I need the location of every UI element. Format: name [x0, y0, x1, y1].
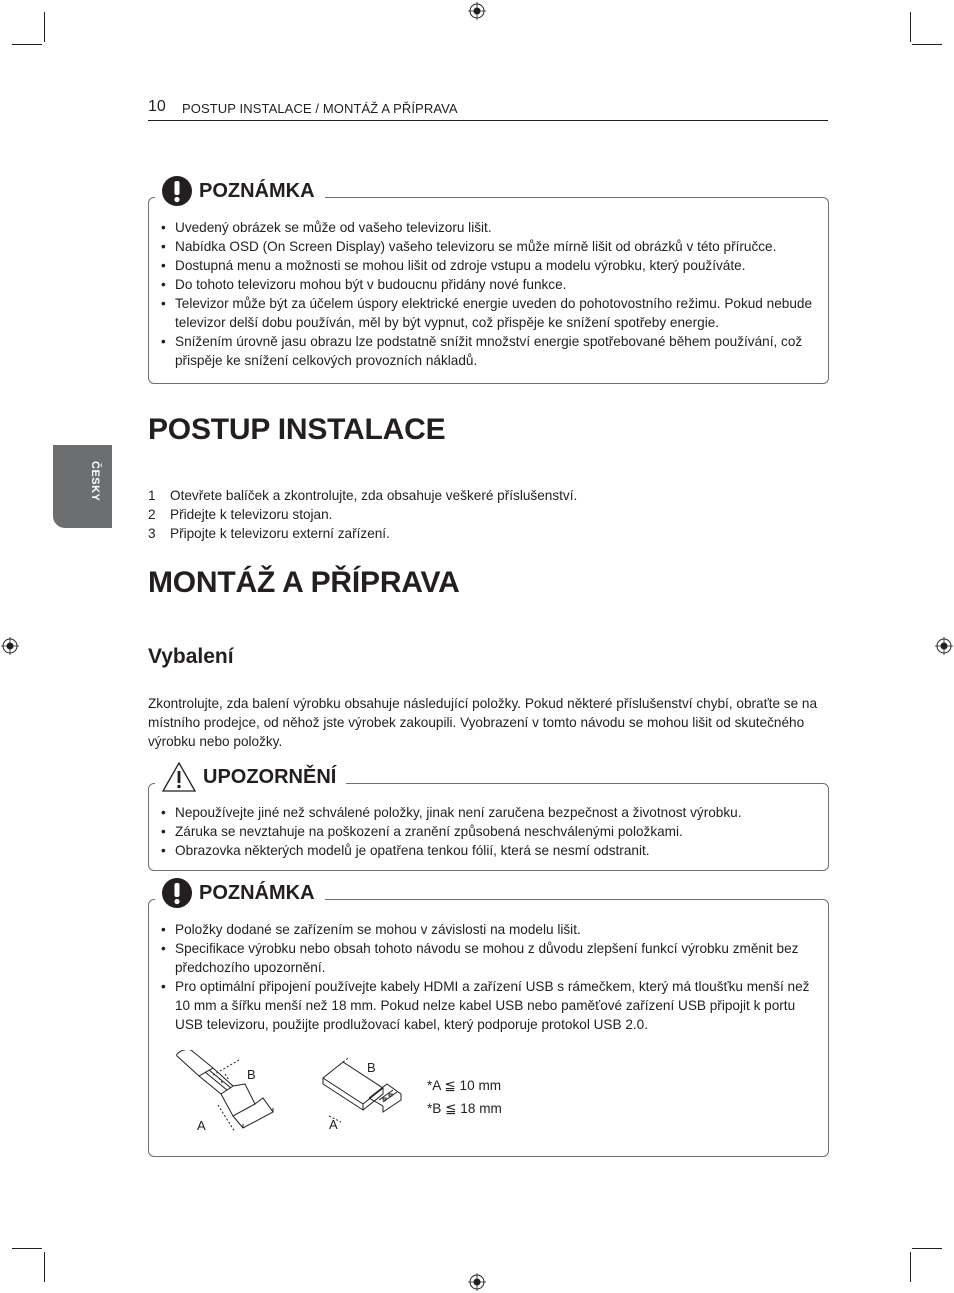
page-number: 10 [148, 98, 166, 115]
list-item: • Do tohoto televizoru mohou být v budoucnu přidány nové funkce. [161, 275, 816, 294]
registration-mark-icon [468, 1273, 486, 1291]
list-item: • Televizor může být za účelem úspory elektrické energie uveden do pohotovostního režimu. Pokud nebude televizor delší dobu používán, měl by být vypnut, což přispěje ke snížení spotřeby energie. [161, 294, 816, 332]
list-item: • Obrazovka některých modelů je opatřena tenkou fólií, která se nesmí odstranit. [161, 841, 816, 860]
crop-mark [44, 1252, 45, 1282]
list-item: • Specifikace výrobku nebo obsah tohoto návodu se mohou z důvodu zlepšení funkcí výrobku změnit bez předchozího upozornění. [161, 939, 816, 977]
list-item: • Uvedený obrázek se může od vašeho televizoru lišit. [161, 218, 816, 237]
dimension-label-a: A [329, 1117, 338, 1132]
note-box [148, 881, 829, 1157]
note-list [161, 218, 816, 370]
language-tab [53, 445, 112, 528]
list-item: 3 Připojte k televizoru externí zařízení. [148, 526, 390, 541]
warning-triangle-icon [161, 761, 197, 793]
registration-mark-icon [468, 2, 486, 20]
crop-mark [12, 44, 42, 45]
hdmi-cable-illustration [173, 1050, 283, 1136]
crop-mark [912, 1248, 942, 1249]
section-title: MONTÁŽ A PŘÍPRAVA [148, 566, 460, 599]
list-item: • Položky dodané se zařízením se mohou v závislosti na modelu lišit. [161, 920, 816, 939]
language-tab-label: ČESKY [89, 461, 101, 502]
caution-header [155, 760, 346, 794]
list-item: • Nepoužívejte jiné než schválené položky, jinak není zaručena bezpečnost a životnost výrobku. [161, 803, 816, 822]
caution-title: UPOZORNĚNÍ [203, 765, 337, 788]
list-item: • Dostupná menu a možnosti se mohou lišit od zdroje vstupu a modelu výrobku, který používáte. [161, 256, 816, 275]
list-item: • Snížením úrovně jasu obrazu lze podstatně snížit množství energie spotřebované během používání, což přispěje ke snížení celkových provozních nákladů. [161, 332, 816, 370]
caution-list [161, 803, 816, 860]
dimension-label-b: B [367, 1060, 376, 1075]
list-item: 1 Otevřete balíček a zkontrolujte, zda obsahuje veškeré příslušenství. [148, 488, 578, 503]
note-title: POZNÁMKA [199, 179, 315, 202]
exclamation-icon [161, 175, 193, 207]
dimension-limit-b: *B ≦ 18 mm [427, 1101, 502, 1116]
page-header [148, 98, 828, 121]
note-header [155, 174, 325, 208]
exclamation-icon [161, 877, 193, 909]
dimension-label-a: A [197, 1118, 206, 1133]
registration-mark-icon [1, 637, 19, 655]
dimension-label-b: B [247, 1067, 256, 1082]
note-header [155, 876, 325, 910]
install-steps [148, 486, 577, 543]
crop-mark [910, 12, 911, 42]
list-item: • Záruka se nevztahuje na poškození a zranění způsobená neschválenými položkami. [161, 822, 816, 841]
crop-mark [912, 44, 942, 45]
note-box [148, 179, 829, 384]
crop-mark [44, 12, 45, 42]
dimension-limit-a: *A ≦ 10 mm [427, 1078, 502, 1093]
note-title: POZNÁMKA [199, 881, 315, 904]
list-item: • Pro optimální připojení používejte kabely HDMI a zařízení USB s rámečkem, který má tloušťku menší než 10 mm a šířku menší než 18 mm. Pokud nelze kabel USB nebo paměťové zařízení USB připojit k portu USB televizoru, použijte prodlužovací kabel, který podporuje protokol USB 2.0. [161, 977, 816, 1034]
caution-box [148, 765, 829, 871]
subsection-title: Vybalení [148, 645, 234, 668]
body-paragraph: Zkontrolujte, zda balení výrobku obsahuje následující položky. Pokud některé příslušenství chybí, obraťte se na místního prodejce, od něhož jste výrobek zakoupili. Vyobrazení v tomto návodu se mohou lišit od skutečného výrobku nebo položky. [148, 696, 818, 749]
section-title: POSTUP INSTALACE [148, 413, 446, 446]
crop-mark [910, 1252, 911, 1282]
note-list [161, 920, 816, 1034]
crop-mark [12, 1248, 42, 1249]
registration-mark-icon [935, 637, 953, 655]
running-header: POSTUP INSTALACE / MONTÁŽ A PŘÍPRAVA [182, 101, 458, 116]
list-item: • Nabídka OSD (On Screen Display) vašeho televizoru se může mírně lišit od obrázků v této příručce. [161, 237, 816, 256]
list-item: 2 Přidejte k televizoru stojan. [148, 507, 333, 522]
